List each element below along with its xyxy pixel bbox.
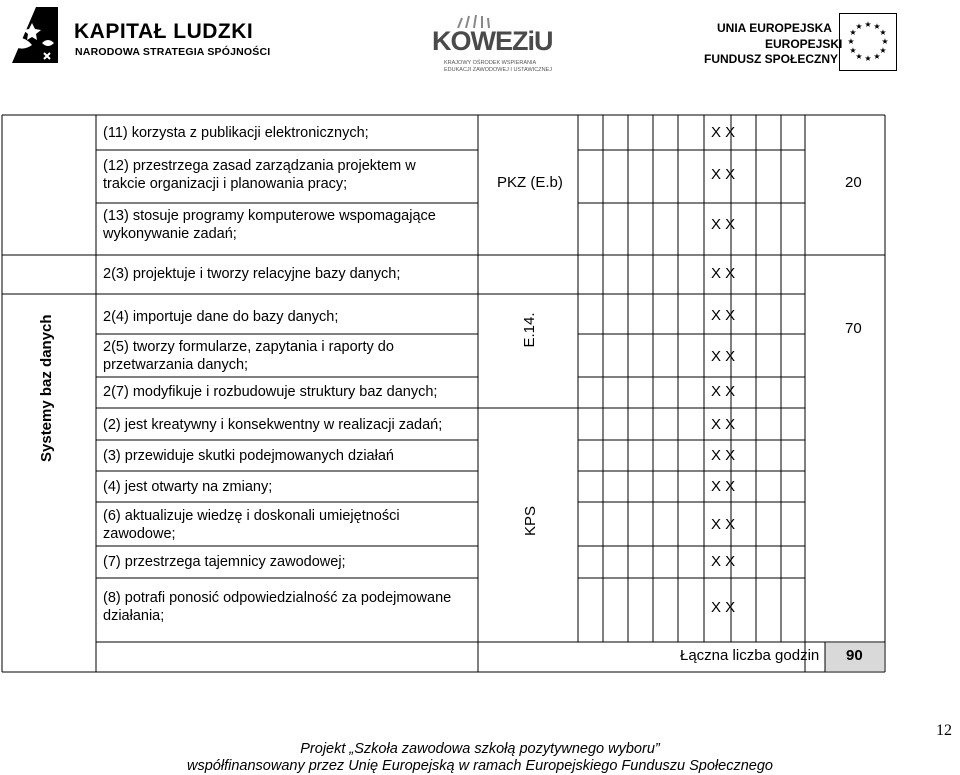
total-hours-label: Łączna liczba godzin	[680, 647, 820, 664]
eu-logo-line-1: UNIA EUROPEJSKA	[717, 21, 832, 35]
row-marks: X X	[711, 166, 736, 183]
row-marks: X X	[711, 553, 736, 570]
table-row: (7) przestrzega tajemnicy zawodowej;	[103, 554, 346, 570]
table-row: 2(3) projektuje i tworzy relacyjne bazy danych;	[103, 266, 401, 282]
row-marks: X X	[711, 124, 736, 141]
total-hours-value: 90	[846, 647, 863, 664]
table-row: 2(5) tworzy formularze, zapytania i raporty do przetwarzania danych;	[103, 339, 394, 373]
section-label: Systemy baz danych	[38, 314, 55, 462]
svg-text:★: ★	[881, 37, 889, 46]
svg-text:★: ★	[873, 22, 881, 31]
row-marks: X X	[711, 216, 736, 233]
row-marks: X X	[711, 383, 736, 400]
svg-text:★: ★	[879, 28, 887, 37]
table-row: (4) jest otwarty na zmiany;	[103, 479, 273, 495]
row-marks: X X	[711, 348, 736, 365]
svg-text:★: ★	[864, 54, 872, 63]
table-row: (2) jest kreatywny i konsekwentny w realizacji zadań;	[103, 417, 443, 433]
koweziu-subtitle-2: EDUKACJI ZAWODOWEJ I USTAWICZNEJ	[444, 67, 552, 73]
table-row: 2(4) importuje dane do bazy danych;	[103, 309, 339, 325]
svg-text:★: ★	[847, 37, 855, 46]
table-row: (11) korzysta z publikacji elektronicznych;	[103, 125, 369, 141]
hours-pkz: 20	[845, 174, 862, 191]
module-code-e14: E.14.	[521, 312, 538, 348]
hours-main: 70	[845, 320, 862, 337]
table-row: 2(7) modyfikuje i rozbudowuje struktury baz danych;	[103, 384, 438, 400]
koweziu-subtitle-1: KRAJOWY OŚRODEK WSPIERANIA	[444, 60, 537, 66]
svg-text:★: ★	[855, 52, 863, 61]
row-marks: X X	[711, 447, 736, 464]
table-row: (13) stosuje programy komputerowe wspomagające wykonywanie zadań;	[103, 208, 436, 242]
svg-text:★: ★	[849, 46, 857, 55]
row-marks: X X	[711, 599, 736, 616]
koweziu-name: KOWEZiU	[432, 26, 553, 56]
svg-text:★: ★	[879, 46, 887, 55]
page-number: 12	[936, 722, 952, 739]
svg-text:★: ★	[873, 52, 881, 61]
svg-text:★: ★	[864, 20, 872, 29]
footer-project: Projekt „Szkoła zawodowa szkołą pozytywnego wyboru”	[300, 741, 660, 757]
row-marks: X X	[711, 478, 736, 495]
eu-logo-line-2: EUROPEJSKI	[765, 37, 843, 51]
table-row: (3) przewiduje skutki podejmowanych działań	[103, 448, 394, 464]
module-code-pkz: PKZ (E.b)	[497, 174, 563, 191]
table-row: (8) potrafi ponosić odpowiedzialność za podejmowane działania;	[103, 590, 452, 624]
kapital-ludzki-subtitle: NARODOWA STRATEGIA SPÓJNOŚCI	[75, 46, 271, 58]
module-code-kps: KPS	[522, 506, 539, 537]
row-marks: X X	[711, 416, 736, 433]
kapital-ludzki-title: KAPITAŁ LUDZKI	[74, 20, 254, 43]
svg-text:★: ★	[855, 22, 863, 31]
table-row: (12) przestrzega zasad zarządzania projektem w trakcie organizacji i planowania pracy;	[103, 158, 416, 192]
row-marks: X X	[711, 265, 736, 282]
footer-funding: współfinansowany przez Unię Europejską w ramach Europejskiego Funduszu Społecznego	[187, 758, 773, 774]
row-marks: X X	[711, 307, 736, 324]
row-marks: X X	[711, 516, 736, 533]
table-row: (6) aktualizuje wiedzę i doskonali umiejętności zawodowe;	[103, 508, 400, 542]
eu-logo-line-3: FUNDUSZ SPOŁECZNY	[704, 52, 839, 66]
svg-text:★: ★	[849, 28, 857, 37]
